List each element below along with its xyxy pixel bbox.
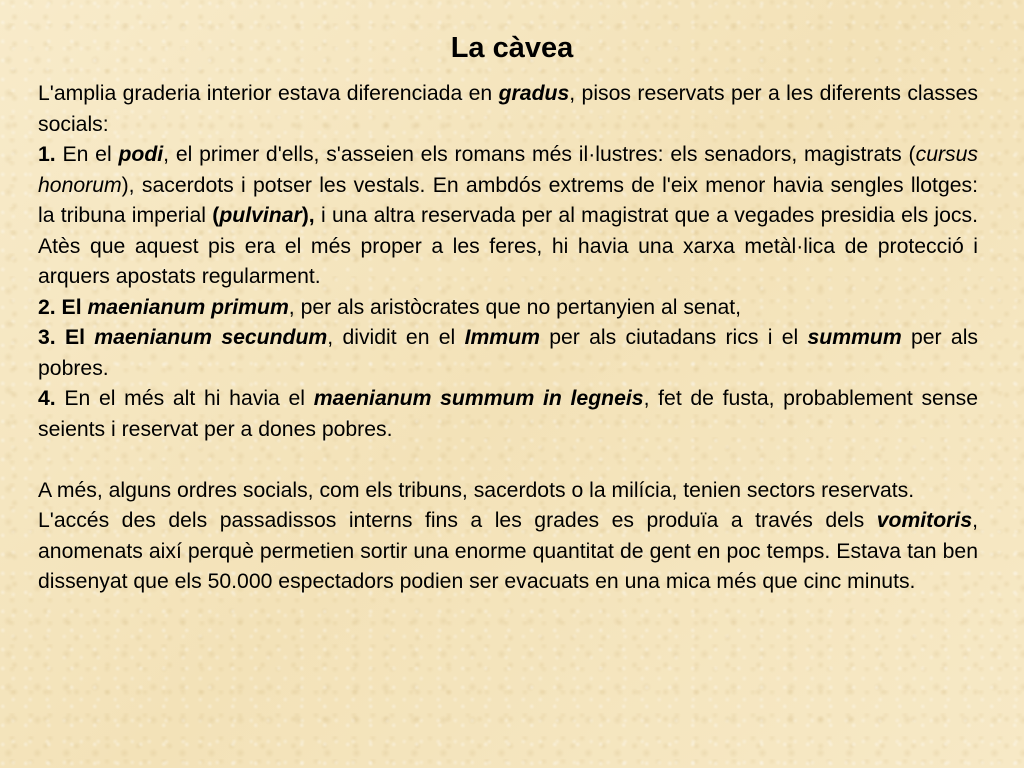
paragraph <box>38 384 978 445</box>
emphasis-text: gradus <box>498 82 570 105</box>
text-run: A més, alguns ordres socials, com els tribuns, sacerdots o la milícia, tenien sectors reservats. <box>38 478 915 502</box>
text-run: ), sacerdots i potser les vestals. En ambdós extrems de l'eix menor havia sengles llotges: la tribuna imperial <box>38 173 978 227</box>
paragraph <box>38 293 978 324</box>
text-run: , pisos reservats per a les diferents classes socials: <box>38 82 978 136</box>
text-run: L'amplia graderia interior estava diferenciada en <box>38 82 499 105</box>
emphasis-text: ), <box>301 204 315 227</box>
emphasis-text: ( <box>212 204 220 227</box>
emphasis-text: podi <box>118 143 164 166</box>
text-run: , el primer d'ells, s'asseien els romans més il·lustres: els senadors, magistrats ( <box>163 143 916 166</box>
text-run: i una altra reservada per al magistrat que a vegades presidia els jocs. Atès que aquest pis era el més proper a les feres, hi havia una xarxa metàl·lica de protecció i arquers apostats regularment. <box>38 204 978 288</box>
emphasis-text: cursus honorum <box>38 143 978 197</box>
text-run: , fet de fusta, probablement sense seients i reservat per a dones pobres. <box>38 387 978 441</box>
text-run: , per als aristòcrates que no pertanyien al senat, <box>288 295 742 319</box>
text-run: per als pobres. <box>38 326 978 380</box>
text-run: En el <box>55 143 119 166</box>
emphasis-text: 3. El <box>38 326 95 349</box>
slide-body <box>38 79 978 598</box>
emphasis-text: summum <box>807 326 902 349</box>
emphasis-text: maenianum secundum <box>94 326 328 349</box>
emphasis-text: Immum <box>464 326 540 349</box>
emphasis-text: maenianum summum in legneis <box>313 387 644 410</box>
text-run: , dividit en el <box>327 326 465 349</box>
emphasis-text: 4. <box>38 387 56 410</box>
slide-title: La càvea <box>450 32 574 64</box>
paragraph <box>38 323 978 384</box>
text-run: per als ciutadans rics i el <box>539 326 808 349</box>
emphasis-text: 1. <box>38 143 56 166</box>
paragraph-spacer <box>38 445 978 476</box>
text-run: , anomenats així perquè permetien sortir una enorme quantitat de gent en poc temps. Estava tan ben dissenyat que els 50.000 espectadors podien ser evacuats en una mica més que cinc minuts. <box>38 509 978 593</box>
paragraph <box>38 506 978 598</box>
emphasis-text: vomitoris <box>876 509 973 532</box>
emphasis-text: pulvinar <box>219 204 302 227</box>
paragraph <box>38 476 978 507</box>
text-run: En el més alt hi havia el <box>55 387 314 410</box>
emphasis-text: 2. El <box>38 295 88 319</box>
emphasis-text: maenianum primum <box>87 295 289 319</box>
paragraph <box>38 79 978 140</box>
paragraph <box>38 140 978 293</box>
text-run: L'accés des dels passadissos interns fins a les grades es produïa a través dels <box>38 509 877 532</box>
